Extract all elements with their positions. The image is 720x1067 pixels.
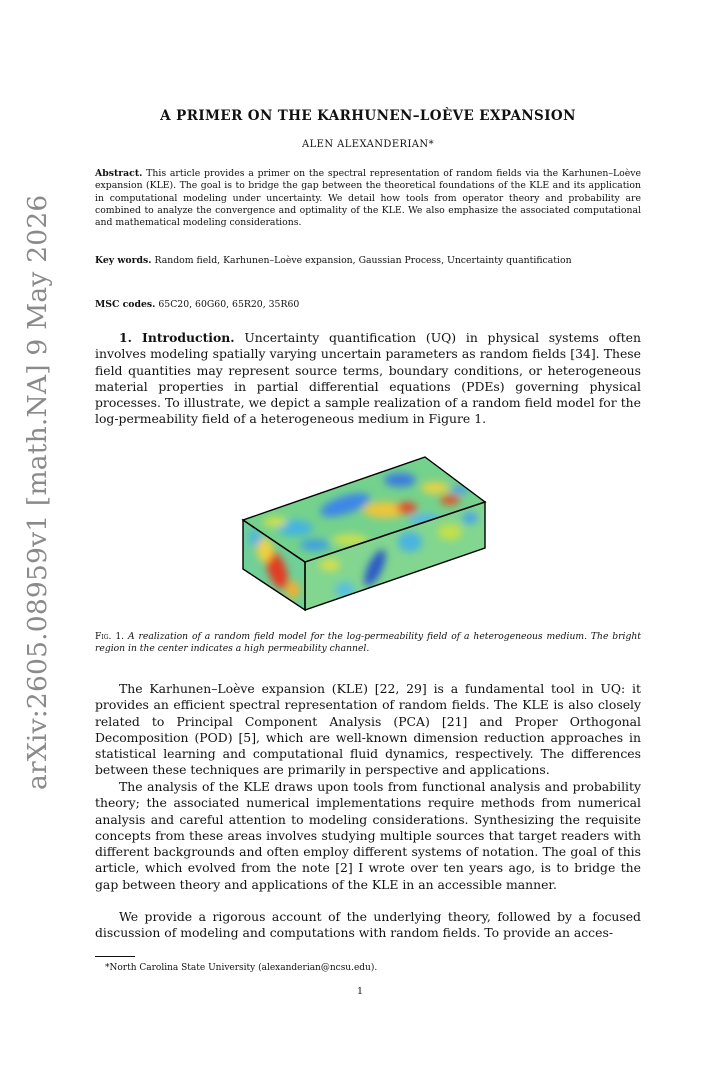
arxiv-identifier: arXiv:2605.08959v1 [math.NA] 9 May 2026 (22, 194, 53, 790)
footnote-rule (95, 956, 135, 957)
random-field-illustration (235, 450, 495, 620)
body-paragraph-analysis: The analysis of the KLE draws upon tools from functional analysis and probability theory; the associated numerical implementations require methods from numerical analysis and careful attention to modeling considerations. Synthesizing the requisite concepts from these areas involves studying multiple sources that target readers with different backgrounds and often employ different systems of notation. The goal of this article, which evolved from the note [2] I wrote over ten years ago, is to bridge the gap between theory and applications of the KLE in an accessible manner. (95, 779, 641, 892)
intro-text: Uncertainty quantification (UQ) in physical systems often involves modeling spatially varying uncertain parameters as random fields [34]. These field quantities may represent source terms, boundary conditions, or heterogeneous material properties in partial differential equations (PDEs) governing physical processes. To illustrate, we depict a sample realization of a random field model for the log-permeability field of a heterogeneous medium in Figure 1. (95, 330, 641, 427)
figure-caption-text: A realization of a random field model for the log-permeability field of a heterogeneous medium. The bright region in the center indicates a high permeability channel. (95, 631, 641, 655)
abstract-text: This article provides a primer on the spectral representation of random fields via the Karhunen–Loève expansion (KLE). The goal is to bridge the gap between the theoretical foundations of the KLE and its application in computational modeling under uncertainty. We detail how tools from operator theory and probability are combined to analyze the convergence and optimality of the KLE. We also emphasize the associated computational and mathematical modeling considerations. (95, 168, 641, 229)
keywords (95, 255, 641, 267)
keywords-label: Key words. (95, 255, 152, 266)
abstract (95, 168, 641, 229)
msc-text: 65C20, 60G60, 65R20, 35R60 (158, 299, 300, 310)
intro-paragraph (95, 330, 641, 428)
body-paragraph-provide: We provide a rigorous account of the underlying theory, followed by a focused discussion of modeling and computations with random fields. To provide an acces- (95, 909, 641, 941)
msc-codes (95, 299, 641, 311)
figure-caption (95, 631, 641, 655)
section-heading: 1. Introduction. (119, 330, 235, 345)
abstract-label: Abstract. (95, 168, 143, 179)
footnote: *North Carolina State University (alexanderian@ncsu.edu). (105, 963, 378, 973)
page-number: 1 (356, 986, 364, 997)
body-paragraph-kle: The Karhunen–Loève expansion (KLE) [22, 29] is a fundamental tool in UQ: it provides an efficient spectral representation of random fields. The KLE is also closely related to Principal Component Analysis (PCA) [21] and Proper Orthogonal Decomposition (POD) [5], which are well-known dimension reduction approaches in statistical learning and computational fluid dynamics, respectively. The differences between these techniques are primarily in perspective and applications. (95, 681, 641, 778)
figure-label: Fig. 1. (95, 631, 125, 642)
figure-random-field-block (235, 450, 495, 620)
paper-title: A PRIMER ON THE KARHUNEN–LOÈVE EXPANSION (160, 108, 576, 124)
paper-author: ALEN ALEXANDERIAN* (302, 139, 434, 150)
keywords-text: Random field, Karhunen–Loève expansion, Gaussian Process, Uncertainty quantification (154, 255, 572, 266)
msc-label: MSC codes. (95, 299, 156, 310)
